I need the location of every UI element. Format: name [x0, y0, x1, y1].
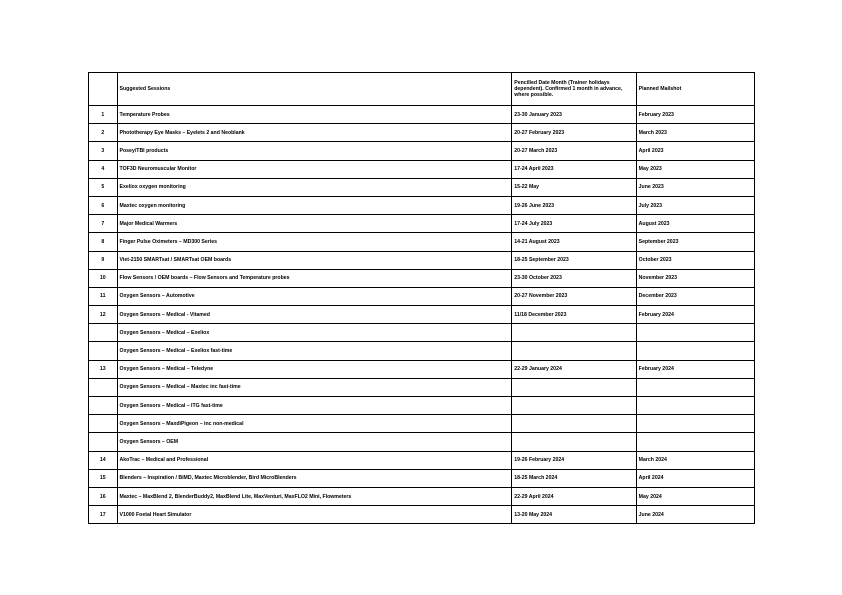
session-name: Oxygen Sensors – Medical – ITG fast-time [117, 397, 512, 415]
row-number: 13 [89, 360, 118, 378]
table-row [89, 142, 755, 160]
row-number [89, 378, 118, 396]
planned-mailshot: June 2023 [636, 178, 754, 196]
table-row [89, 306, 755, 324]
table-row [89, 342, 755, 360]
row-number: 14 [89, 451, 118, 469]
row-number: 12 [89, 306, 118, 324]
pencilled-date [512, 378, 636, 396]
session-name: Oxygen Sensors – MaxdiPigeon – inc non-medical [117, 415, 512, 433]
pencilled-date: 17-24 July 2023 [512, 215, 636, 233]
row-number: 2 [89, 124, 118, 142]
table-row [89, 378, 755, 396]
planned-mailshot [636, 378, 754, 396]
table-row [89, 233, 755, 251]
pencilled-date: 14-21 August 2023 [512, 233, 636, 251]
session-name: Flow Sensors / OEM boards – Flow Sensors and Temperature probes [117, 269, 512, 287]
row-number [89, 415, 118, 433]
pencilled-date: 18-25 March 2024 [512, 469, 636, 487]
planned-mailshot: June 2024 [636, 506, 754, 524]
row-number: 8 [89, 233, 118, 251]
table-header-row [89, 73, 755, 106]
table-row [89, 506, 755, 524]
session-name: Maxtec – MaxBlend 2, BlenderBuddy2, MaxBlend Lite, MaxVenturi, MaxFLO2 Mini, Flowmeters [117, 487, 512, 505]
session-name: Oxygen Sensors – Automotive [117, 287, 512, 305]
pencilled-date: 18-25 September 2023 [512, 251, 636, 269]
planned-mailshot: February 2024 [636, 360, 754, 378]
table-row [89, 397, 755, 415]
pencilled-date: 23-30 January 2023 [512, 106, 636, 124]
row-number: 10 [89, 269, 118, 287]
pencilled-date [512, 397, 636, 415]
planned-mailshot [636, 342, 754, 360]
table-row [89, 124, 755, 142]
table-row [89, 415, 755, 433]
pencilled-date [512, 342, 636, 360]
planned-mailshot: March 2024 [636, 451, 754, 469]
pencilled-date: 19-26 February 2024 [512, 451, 636, 469]
planned-mailshot: March 2023 [636, 124, 754, 142]
row-number [89, 433, 118, 451]
pencilled-date: 22-29 January 2024 [512, 360, 636, 378]
row-number: 7 [89, 215, 118, 233]
planned-mailshot: August 2023 [636, 215, 754, 233]
planned-mailshot [636, 324, 754, 342]
row-number: 15 [89, 469, 118, 487]
session-name: Oxygen Sensors – Medical – Exeliox [117, 324, 512, 342]
session-name: Oxygen Sensors – Medical – Exeliox fast-time [117, 342, 512, 360]
table-row [89, 160, 755, 178]
session-name: Oxygen Sensors – Medical - Vitamed [117, 306, 512, 324]
pencilled-date: 20-27 March 2023 [512, 142, 636, 160]
pencilled-date [512, 415, 636, 433]
training-schedule-table [88, 72, 755, 524]
table-row [89, 487, 755, 505]
session-name: Blenders – Inspiration / BiMD, Maxtec Microblender, Bird MicroBlenders [117, 469, 512, 487]
table-row [89, 469, 755, 487]
session-name: Finger Pulse Oximeters – MD300 Series [117, 233, 512, 251]
table-row [89, 106, 755, 124]
table-body [89, 73, 755, 524]
pencilled-date: 20-27 November 2023 [512, 287, 636, 305]
table-row [89, 178, 755, 196]
planned-mailshot [636, 433, 754, 451]
table-row [89, 433, 755, 451]
row-number [89, 342, 118, 360]
table-row [89, 196, 755, 214]
pencilled-date [512, 324, 636, 342]
planned-mailshot: October 2023 [636, 251, 754, 269]
row-number: 6 [89, 196, 118, 214]
pencilled-date: 13-20 May 2024 [512, 506, 636, 524]
session-name: Major Medical Warmers [117, 215, 512, 233]
planned-mailshot: April 2023 [636, 142, 754, 160]
row-number: 3 [89, 142, 118, 160]
row-number: 4 [89, 160, 118, 178]
session-name: Oxygen Sensors – Medical – Maxtec inc fast-time [117, 378, 512, 396]
table-row [89, 287, 755, 305]
row-number: 17 [89, 506, 118, 524]
session-name: Oxygen Sensors – Medical – Teledyne [117, 360, 512, 378]
header-suggested-sessions: Suggested Sessions [117, 73, 512, 106]
table-row [89, 251, 755, 269]
session-name: AkoTrac – Medical and Professional [117, 451, 512, 469]
row-number [89, 397, 118, 415]
session-name: Posey/TBI products [117, 142, 512, 160]
row-number: 16 [89, 487, 118, 505]
planned-mailshot: November 2023 [636, 269, 754, 287]
pencilled-date: 17-24 April 2023 [512, 160, 636, 178]
pencilled-date [512, 433, 636, 451]
pencilled-date: 15-22 May [512, 178, 636, 196]
planned-mailshot: May 2024 [636, 487, 754, 505]
table-row [89, 324, 755, 342]
header-planned-mailshot: Planned Mailshot [636, 73, 754, 106]
planned-mailshot: February 2024 [636, 306, 754, 324]
table-row [89, 360, 755, 378]
planned-mailshot: May 2023 [636, 160, 754, 178]
header-pencilled-date: Pencilled Date Month (Trainer holidays dependent). Confirmed 1 month in advance, where possible. [512, 73, 636, 106]
session-name: TOF3D Neuromuscular Monitor [117, 160, 512, 178]
planned-mailshot: December 2023 [636, 287, 754, 305]
session-name: Exeliox oxygen monitoring [117, 178, 512, 196]
pencilled-date: 23-30 October 2023 [512, 269, 636, 287]
planned-mailshot: July 2023 [636, 196, 754, 214]
row-number [89, 324, 118, 342]
planned-mailshot [636, 397, 754, 415]
table-row [89, 451, 755, 469]
session-name: Temperature Probes [117, 106, 512, 124]
session-name: Viet-2150 SMARTsat / SMARTsat OEM boards [117, 251, 512, 269]
pencilled-date: 22-29 April 2024 [512, 487, 636, 505]
planned-mailshot [636, 415, 754, 433]
row-number: 1 [89, 106, 118, 124]
row-number: 11 [89, 287, 118, 305]
table-row [89, 215, 755, 233]
session-name: Phototherapy Eye Masks – Eyelets 2 and Neoblank [117, 124, 512, 142]
planned-mailshot: February 2023 [636, 106, 754, 124]
table-row [89, 269, 755, 287]
header-number [89, 73, 118, 106]
session-name: V1000 Foetal Heart Simulator [117, 506, 512, 524]
session-name: Maxtec oxygen monitoring [117, 196, 512, 214]
session-name: Oxygen Sensors – OEM [117, 433, 512, 451]
pencilled-date: 19-26 June 2023 [512, 196, 636, 214]
pencilled-date: 11/18 December 2023 [512, 306, 636, 324]
row-number: 9 [89, 251, 118, 269]
planned-mailshot: April 2024 [636, 469, 754, 487]
planned-mailshot: September 2023 [636, 233, 754, 251]
row-number: 5 [89, 178, 118, 196]
pencilled-date: 20-27 February 2023 [512, 124, 636, 142]
